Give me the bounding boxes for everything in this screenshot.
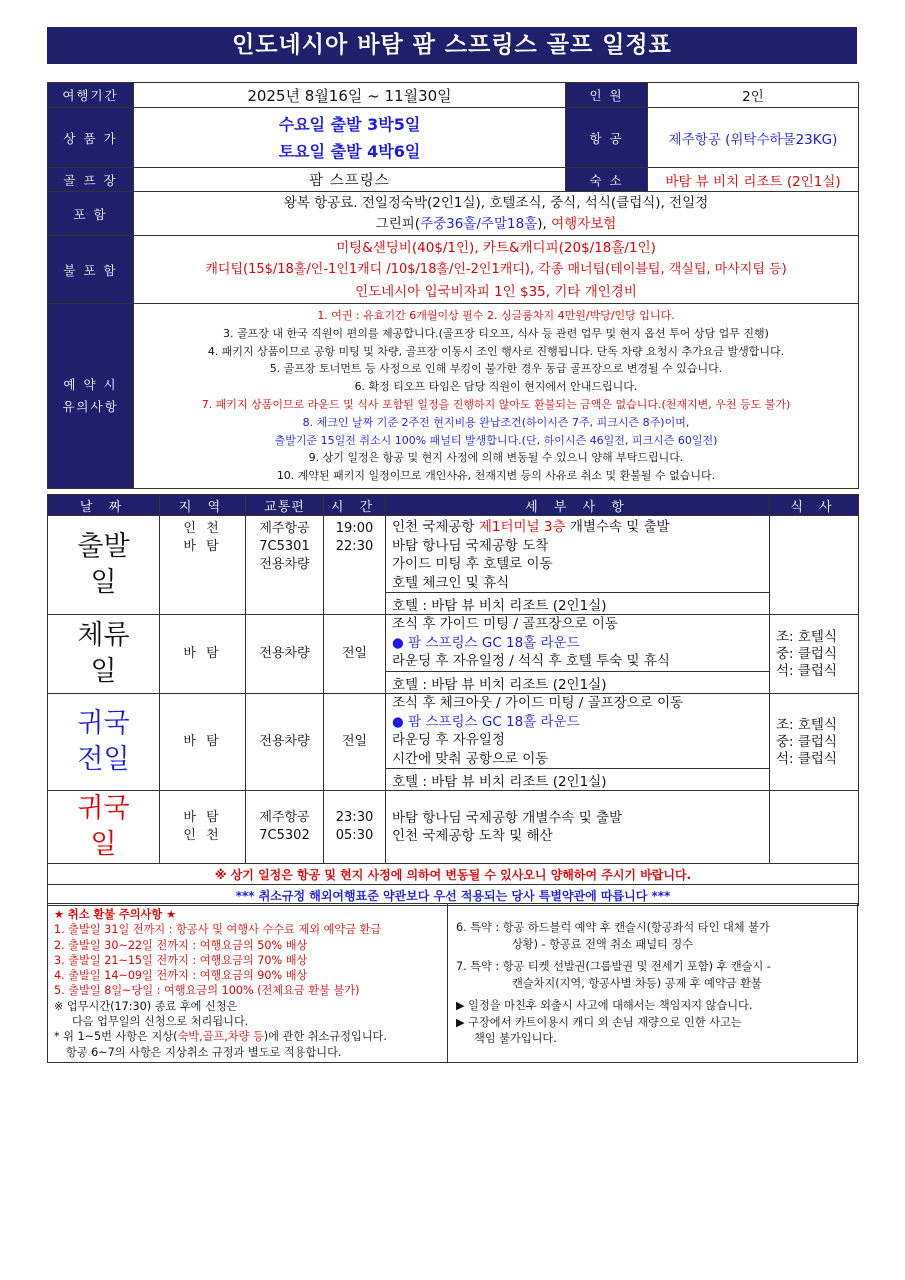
day-3-transport: 전용차량 [246,694,324,791]
day-4-name-1: 귀국 [77,793,130,824]
special-term-6: 6. 특약 : 항공 하드블럭 예약 후 캔슬시(항공좌석 타인 대체 불가 [456,921,770,934]
meal-dinner: 석: 클럽식 [776,750,838,767]
note-item: 10. 계약된 패키지 일정이므로 개인사유, 천재지변 등의 사유로 취소 및 환불될 수 없습니다. [276,469,716,483]
day-1-transport-3: 전용차량 [259,557,310,572]
day-4-time-1: 23:30 [335,810,374,825]
day-4-detail-1: 바탐 항나딤 국제공항 개별수속 및 출발 [392,809,623,826]
air-policy-note: 항공 6~7의 사항은 지상취소 규정과 별도로 적용합니다. [66,1045,342,1059]
day-1-region-2: 바 탐 [183,539,222,554]
day-3-name-1: 귀국 [77,708,130,739]
lodging-label: 숙 소 [566,168,648,192]
golf-label: 골 프 장 [48,168,134,192]
include-label: 포 함 [48,192,134,236]
include-greenfee: 그린피( [375,215,421,232]
cart-disclaimer-cont: 책임 불가입니다. [474,1032,557,1045]
special-term-7: 7. 특약 : 항공 티켓 선발권(그룹발권 및 전세기 포함) 후 캔슬시 - [456,960,771,973]
note-item: 6. 확정 티오프 타임은 담당 직원이 현지에서 안내드립니다. [354,380,638,394]
outing-disclaimer: ▶ 일정을 마친후 외출시 사고에 대해서는 책임지지 않습니다. [456,999,753,1012]
day-2-hotel: 호텔 : 바탐 뷰 비치 리조트 (2인1실) [386,672,770,694]
cancel-item: 1. 출발일 31일 전까지 : 항공사 및 여행사 수수료 제외 예약금 환급 [54,923,382,937]
day-1-name-1: 출발 [77,531,130,562]
meal-lunch: 중: 클럽식 [776,645,838,662]
day-1-time-1: 19:00 [335,521,374,536]
day-1-meal [770,516,859,615]
col-meal: 식 사 [770,495,859,516]
day-4-meal [770,791,859,864]
note-item: 7. 패키지 상품이므로 라운드 및 식사 포함된 일정을 진행하지 않아도 환불되는 금액은 없습니다.(천재지변, 우천 등도 불가) [201,398,791,411]
golf-value: 팜 스프링스 [134,168,566,192]
day-1-name-2: 일 [90,567,117,598]
exclude-label: 불 포 함 [48,236,134,304]
day-4-detail [386,791,770,864]
note-item: 8. 체크인 날짜 기준 2주전 현지비용 완납조건(하이시즌 7주, 피크시즌 8주)이며, [302,415,690,429]
meal-breakfast: 조: 호텔식 [776,628,838,645]
day-3-meal [770,694,859,791]
office-hours-note-2: 다음 업무일의 신청으로 처리됩니다. [72,1015,249,1029]
ground-policy-note [54,1029,441,1044]
day-4-region-1: 바 탐 [183,810,222,825]
schedule-notice: ※ 상기 일정은 항공 및 현지 사정에 의하여 변동될 수 있사오니 양해하여 주시기 바랍니다. [48,864,859,885]
airline-value: 제주항공 (위탁수하물23KG) [648,108,859,168]
day-3-name [48,694,160,791]
day-4-name-2: 일 [90,829,117,860]
note-item: 9. 상기 일정은 항공 및 현지 사정에 의해 변동될 수 있으니 양해 부탁드립니다. [308,451,684,465]
note-item: 4. 패키지 상품이므로 공항 미팅 및 차량, 골프장 이동시 조인 행사로 진행됩니다. 단독 차량 요청시 추가요금 발생합니다. [207,344,785,358]
note-text: * 위 1~5번 사항은 지상( [54,1030,178,1044]
day-2-detail-3: 라운딩 후 자유일정 / 석식 후 호텔 투숙 및 휴식 [392,653,670,670]
col-region: 지 역 [160,495,246,516]
day-4-transport [246,791,324,864]
day-1-detail-4: 호텔 체크인 및 휴식 [392,574,510,591]
note-item: 1. 여권 : 유효기간 6개월이상 필수 2. 싱글룸차지 4만원/박당/인당 입니다. [317,309,675,323]
include-insurance: 여행자보험 [551,215,617,232]
day-2-name-1: 체류 [77,620,130,651]
people-value: 2인 [648,83,859,108]
office-hours-note: ※ 업무시간(17:30) 종료 후에 신청은 [54,999,238,1013]
day-2-name [48,615,160,694]
special-term-7-cont: 캔슬차지(지역, 항공사별 차등) 공제 후 예약금 환불 [512,976,762,990]
exclude-line-3: 인도네시아 입국비자피 1인 $35, 기타 개인경비 [355,283,637,300]
day-1-region [160,516,246,615]
lodging-value: 바탐 뷰 비치 리조트 (2인1실) [648,168,859,192]
special-term-6-cont: 상황) - 항공료 전액 취소 패널티 징수 [512,937,694,951]
day-1-detail [386,516,770,593]
day-1-transport-1: 제주항공 [259,521,310,536]
note-text: )에 관한 취소규정입니다. [263,1030,387,1044]
day-4-region [160,791,246,864]
special-terms [448,904,857,1062]
include-line-2 [134,214,858,235]
exclude-line-1: 미팅&샌딩비(40$/1인), 카트&캐디피(20$/18홀/1인) [336,239,656,256]
day-2-detail [386,615,770,672]
cancel-section [47,903,858,1063]
cancel-item: 5. 출발일 8일~당일 : 여행요금의 100% (전체요금 환불 불가) [54,984,360,998]
day-3-hotel: 호텔 : 바탐 뷰 비치 리조트 (2인1실) [386,769,770,791]
day-1-transport [246,516,324,615]
notes-label-2: 유의사항 [62,399,119,414]
day-3-detail-3: 라운딩 후 자유일정 [392,732,505,748]
terminal-text: 제1터미널 3층 [478,519,566,535]
day-1-name [48,516,160,615]
note-item: 출발기준 15일전 취소시 100% 패널티 발생합니다.(단, 하이시즌 46일전, 피크시즌 60일전) [274,433,718,447]
info-table [47,82,859,489]
cancel-policy-notice: *** 취소규정 해외여행표준 약관보다 우선 적용되는 당사 특별약관에 따릅니다 *** [48,885,859,906]
cart-disclaimer: ▶ 구장에서 카트이용시 캐디 외 손님 재량으로 인한 사고는 [456,1015,742,1029]
product-line-1: 수요일 출발 3박5일 [278,114,421,134]
day-3-detail-1: 조식 후 체크아웃 / 가이드 미팅 / 골프장으로 이동 [392,695,684,711]
day-4-transport-2: 7C5302 [259,828,310,843]
notes-label [48,304,134,489]
exclude-value [134,236,859,304]
notes-list [134,304,859,489]
note-item: 5. 골프장 토너먼트 등 사정으로 인해 부킹이 불가한 경우 동급 골프장으로 변경될 수 있습니다. [269,362,723,376]
day-3-detail-2: ● 팜 스프링스 GC 18홀 라운드 [392,713,580,730]
day-2-detail-1: 조식 후 가이드 미팅 / 골프장으로 이동 [392,616,618,633]
day-3-time: 전일 [324,694,386,791]
col-detail: 세 부 사 항 [386,495,770,516]
period-value: 2025년 8월16일 ~ 11월30일 [134,83,566,108]
cancel-heading: ★ 취소 환불 주의사항 ★ [54,908,177,921]
meal-dinner: 석: 클럽식 [776,662,838,679]
day-2-name-2: 일 [90,656,117,687]
detail-text: 개별수속 및 출발 [565,519,670,535]
exclude-line-2: 캐디팁(15$/18홀/인-1인1캐디 /10$/18홀/인-2인1캐디), 각종 매너팁(테이블팁, 객실팁, 마사지팁 등) [205,261,787,277]
cancel-refund-notes [48,904,448,1062]
product-value [134,108,566,168]
period-label: 여행기간 [48,83,134,108]
include-holes: 주중36홀/주말18홀 [420,215,538,232]
col-transport: 교통편 [246,495,324,516]
meal-breakfast: 조: 호텔식 [776,716,838,733]
include-line-1: 왕복 항공료. 전일정숙박(2인1실), 호텔조식, 중식, 석식(클럽식), 전일정 [283,194,709,211]
day-4-name [48,791,160,864]
day-4-detail-2: 인천 국제공항 도착 및 해산 [392,828,553,844]
day-1-detail-3: 가이드 미팅 후 호텔로 이동 [392,556,553,572]
product-line-2: 토요일 출발 4박6일 [278,141,421,161]
day-1-time-2: 22:30 [335,539,374,554]
product-label: 상 품 가 [48,108,134,168]
day-1-detail-2: 바탐 항나딤 국제공항 도착 [392,537,549,554]
cancel-item: 4. 출발일 14~09일 전까지 : 여행요금의 90% 배상 [54,969,308,983]
meal-lunch: 중: 클럽식 [776,733,838,750]
detail-text: 인천 국제공항 [392,519,479,535]
day-4-time [324,791,386,864]
col-time: 시 간 [324,495,386,516]
people-label: 인 원 [566,83,648,108]
day-1-transport-2: 7C5301 [259,539,310,554]
cancel-item: 2. 출발일 30~22일 전까지 : 여행요금의 50% 배상 [54,938,308,952]
note-highlight: 숙박,골프,차량 등 [177,1030,264,1044]
day-2-detail-2: ● 팜 스프링스 GC 18홀 라운드 [392,634,580,651]
day-1-time [324,516,386,615]
cancel-item: 3. 출발일 21~15일 전까지 : 여행요금의 70% 배상 [54,953,308,967]
day-3-name-2: 전일 [77,744,130,775]
notes-label-1: 예 약 시 [63,377,118,392]
day-2-meal [770,615,859,694]
day-1-hotel: 호텔 : 바탐 뷰 비치 리조트 (2인1실) [386,593,770,615]
day-4-transport-1: 제주항공 [259,810,310,825]
day-1-region-1: 인 천 [183,521,222,536]
day-3-region: 바 탐 [160,694,246,791]
day-4-region-2: 인 천 [183,828,222,843]
airline-label: 항 공 [566,108,648,168]
include-value [134,192,859,236]
day-2-transport: 전용차량 [246,615,324,694]
page-title: 인도네시아 바탐 팜 스프링스 골프 일정표 [47,27,857,64]
day-1-detail-1 [392,518,769,537]
day-2-time: 전일 [324,615,386,694]
include-sep: ), [537,215,552,232]
day-4-time-2: 05:30 [335,828,374,843]
day-2-region: 바 탐 [160,615,246,694]
day-3-detail [386,694,770,769]
col-date: 날 짜 [48,495,160,516]
note-item: 3. 골프장 내 한국 직원이 편의를 제공합니다.(골프장 티오프, 식사 등 관련 업무 및 현지 옵션 투어 상담 업무 진행) [223,326,769,340]
day-3-detail-4: 시간에 맞춰 공항으로 이동 [392,750,549,767]
schedule-table [47,494,859,906]
